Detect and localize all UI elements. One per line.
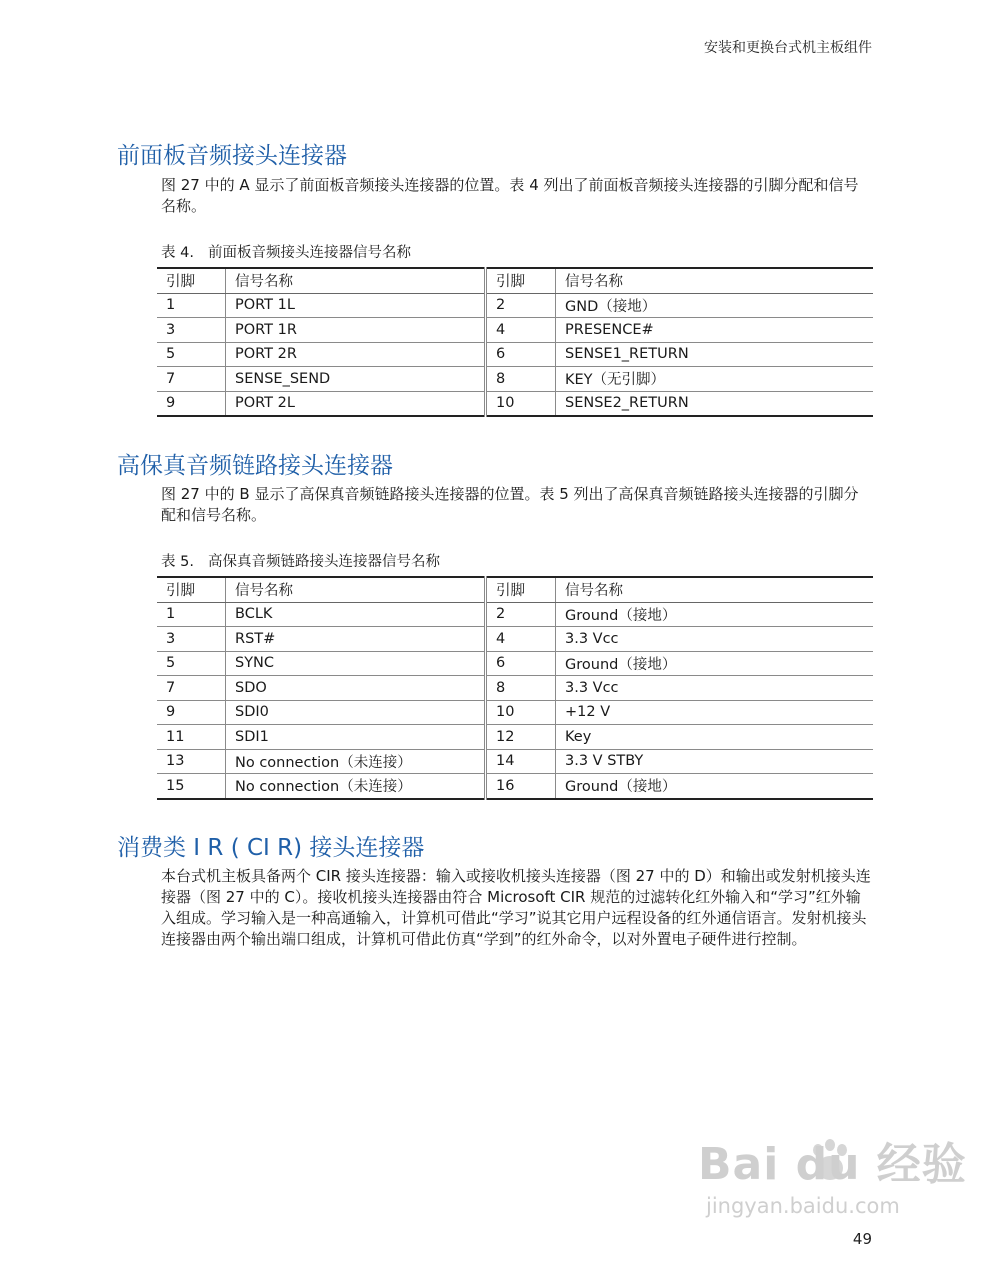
pin-number-cell: 10 [486, 700, 556, 725]
signal-name-cell: SENSE1_RETURN [556, 342, 874, 367]
table-row [157, 774, 873, 799]
header-cell: 引脚 [157, 577, 226, 602]
table-caption-number: 表 5. [161, 554, 194, 570]
signal-name-cell: RST# [226, 627, 486, 652]
section-title-hd-audio-link: 高保真音频链路接头连接器 [117, 453, 393, 479]
table-row [157, 651, 873, 676]
table-row [157, 749, 873, 774]
table-row [157, 391, 873, 416]
table-row [157, 367, 873, 392]
pin-number-cell: 1 [157, 293, 226, 318]
table-caption-title: 高保真音频链路接头连接器信号名称 [207, 554, 440, 570]
signal-name-cell: BCLK [226, 602, 486, 627]
signal-name-cell: PORT 2L [226, 391, 486, 416]
header-cell: 引脚 [486, 577, 556, 602]
pin-number-cell: 3 [157, 627, 226, 652]
signal-name-cell: PRESENCE# [556, 318, 874, 343]
signal-name-cell: PORT 1R [226, 318, 486, 343]
table-header-row [157, 577, 873, 602]
table-row [157, 725, 873, 750]
pin-number-cell: 8 [486, 367, 556, 392]
header-cell: 信号名称 [556, 577, 874, 602]
watermark-logo-text: Bai du 经验 [698, 1139, 967, 1190]
table-row [157, 293, 873, 318]
table-caption-5 [161, 550, 440, 571]
section-paragraph-front-panel-audio: 图 27 中的 A 显示了前面板音频接头连接器的位置。表 4 列出了前面板音频接头连接器的引脚分配和信号名称。 [161, 176, 859, 215]
section-title-front-panel-audio: 前面板音频接头连接器 [117, 143, 347, 169]
pin-number-cell: 5 [157, 651, 226, 676]
signal-name-cell: SDI1 [226, 725, 486, 750]
section-paragraph-cir: 本台式机主板具备两个 CIR 接头连接器：输入或接收机接头连接器（图 27 中的 D）和输出或发射机接头连接器（图 27 中的 C）。接收机接头连接器由符合 Microsoft CIR 规范的过滤转化红外输入和“学习”红外输入组成。学习输入是一种高通输入，计算机可借此“学习”说其它用户远程设备的红外通信语言。发射机接头连接器由两个输出端口组成，计算机可借此仿真“学到”的红外命令，以对外置电子硬件进行控制。 [161, 867, 871, 948]
header-cell: 引脚 [157, 268, 226, 293]
pin-number-cell: 7 [157, 367, 226, 392]
table-row [157, 676, 873, 701]
signal-name-cell: +12 V [556, 700, 874, 725]
pin-number-cell: 7 [157, 676, 226, 701]
pin-number-cell: 9 [157, 700, 226, 725]
signal-name-cell: No connection（未连接） [226, 774, 486, 799]
pin-number-cell: 13 [157, 749, 226, 774]
running-header: 安装和更换台式机主板组件 [704, 40, 872, 56]
header-cell: 信号名称 [556, 268, 874, 293]
signal-name-cell: SDI0 [226, 700, 486, 725]
pin-number-cell: 1 [157, 602, 226, 627]
pin-number-cell: 4 [486, 627, 556, 652]
pin-number-cell: 16 [486, 774, 556, 799]
signal-name-cell: PORT 1L [226, 293, 486, 318]
baidu-watermark [698, 1128, 967, 1218]
watermark-url: jingyan.baidu.com [706, 1194, 900, 1218]
pin-number-cell: 9 [157, 391, 226, 416]
pin-number-cell: 2 [486, 293, 556, 318]
table-caption-4 [161, 241, 411, 262]
table-header-row [157, 268, 873, 293]
signal-name-cell: Key [556, 725, 874, 750]
table-row [157, 318, 873, 343]
pin-number-cell: 12 [486, 725, 556, 750]
signal-name-cell: 3.3 V STBY [556, 749, 874, 774]
table-row [157, 700, 873, 725]
pin-number-cell: 6 [486, 651, 556, 676]
pin-table-front-panel-audio [157, 267, 873, 417]
signal-name-cell: SDO [226, 676, 486, 701]
signal-name-cell: Ground（接地） [556, 651, 874, 676]
table-caption-title: 前面板音频接头连接器信号名称 [207, 245, 411, 261]
table-row [157, 602, 873, 627]
pin-number-cell: 4 [486, 318, 556, 343]
pin-number-cell: 14 [486, 749, 556, 774]
pin-number-cell: 3 [157, 318, 226, 343]
header-cell: 引脚 [486, 268, 556, 293]
signal-name-cell: KEY（无引脚） [556, 367, 874, 392]
header-cell: 信号名称 [226, 268, 486, 293]
signal-name-cell: 3.3 Vcc [556, 676, 874, 701]
section-title-cir: 消费类 I R ( CI R) 接头连接器 [117, 835, 425, 861]
signal-name-cell: SYNC [226, 651, 486, 676]
signal-name-cell: Ground（接地） [556, 774, 874, 799]
signal-name-cell: GND（接地） [556, 293, 874, 318]
pin-number-cell: 15 [157, 774, 226, 799]
pin-number-cell: 10 [486, 391, 556, 416]
page-number: 49 [852, 1230, 872, 1248]
signal-name-cell: SENSE_SEND [226, 367, 486, 392]
pin-number-cell: 11 [157, 725, 226, 750]
signal-name-cell: PORT 2R [226, 342, 486, 367]
pin-table-hd-audio-link [157, 576, 873, 800]
signal-name-cell: SENSE2_RETURN [556, 391, 874, 416]
signal-name-cell: No connection（未连接） [226, 749, 486, 774]
section-paragraph-hd-audio-link: 图 27 中的 B 显示了高保真音频链路接头连接器的位置。表 5 列出了高保真音频链路接头连接器的引脚分配和信号名称。 [161, 485, 859, 524]
signal-name-cell: 3.3 Vcc [556, 627, 874, 652]
pin-number-cell: 8 [486, 676, 556, 701]
table-row [157, 342, 873, 367]
table-caption-number: 表 4. [161, 245, 194, 261]
pin-number-cell: 6 [486, 342, 556, 367]
table-row [157, 627, 873, 652]
pin-number-cell: 2 [486, 602, 556, 627]
pin-number-cell: 5 [157, 342, 226, 367]
header-cell: 信号名称 [226, 577, 486, 602]
signal-name-cell: Ground（接地） [556, 602, 874, 627]
